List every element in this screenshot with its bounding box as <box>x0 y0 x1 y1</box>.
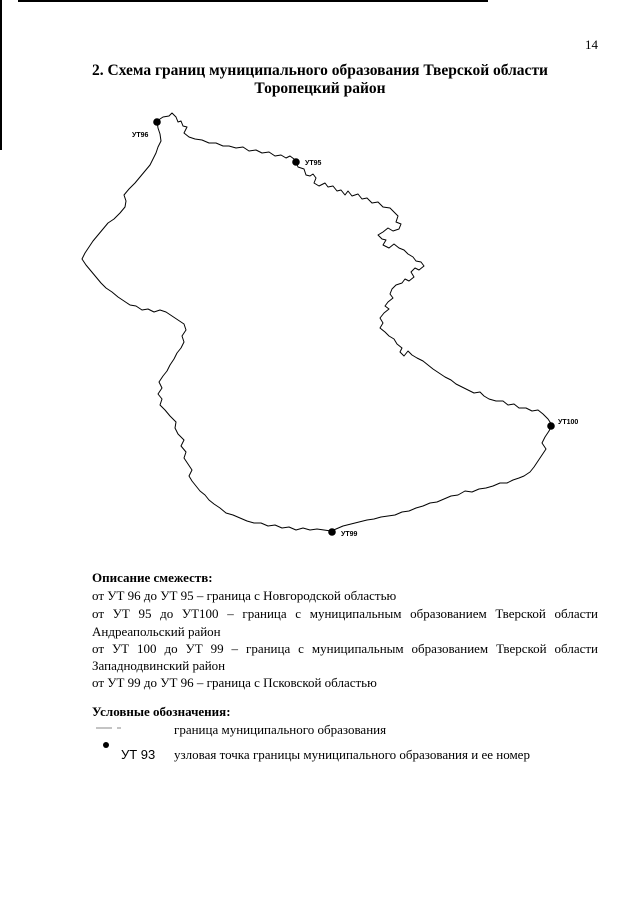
node-label-ut95: УТ95 <box>305 160 322 167</box>
legend-node-dot <box>103 742 109 748</box>
node-label-ut96: УТ96 <box>132 132 149 139</box>
legend-node-sample: УТ 93 <box>121 747 156 762</box>
municipal-boundary-line <box>82 113 552 531</box>
node-point-ut95-marker <box>292 158 300 166</box>
legend-boundary-sample <box>96 727 124 729</box>
adjacency-line-1: от УТ 96 до УТ 95 – граница с Новгородской областью <box>92 588 397 603</box>
node-point-ut99-marker <box>328 528 336 536</box>
page-subtitle: Торопецкий район <box>254 80 386 97</box>
adjacency-line-3a: от УТ 100 до УТ 99 – граница с муниципальным образованием Тверской области <box>92 641 598 656</box>
node-point-ut100-marker <box>547 422 555 430</box>
node-label-ut100: УТ100 <box>558 419 579 426</box>
legend-heading: Условные обозначения: <box>92 704 231 719</box>
node-point-ut96-marker <box>153 118 161 126</box>
legend-node-label: узловая точка границы муниципального образования и ее номер <box>174 747 530 762</box>
node-label-ut99: УТ99 <box>341 531 358 538</box>
page-number: 14 <box>585 37 598 52</box>
adjacency-line-4: от УТ 99 до УТ 96 – граница с Псковской областью <box>92 675 377 690</box>
adjacency-heading: Описание смежеств: <box>92 570 213 585</box>
adjacency-line-3b: Западнодвинский район <box>92 658 226 673</box>
adjacency-line-2b: Андреапольский район <box>92 624 221 639</box>
adjacency-line-2a: от УТ 95 до УТ100 – граница с муниципальным образованием Тверской области <box>92 606 598 621</box>
legend-line-label: граница муниципального образования <box>174 722 387 737</box>
page-title: 2. Схема границ муниципального образования Тверской области <box>92 62 548 79</box>
